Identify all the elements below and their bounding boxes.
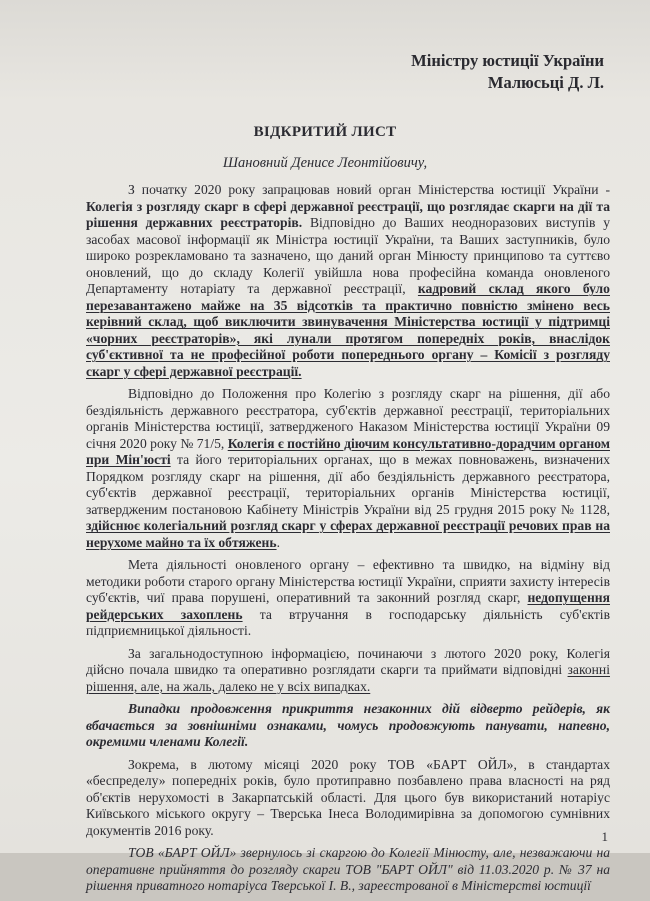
addressee-name: Малюсьці Д. Л.	[487, 73, 604, 92]
paragraph-7: ТОВ «БАРТ ОЙЛ» звернулось зі скаргою до Колегії Мінюсту, але, незважаючи на оперативне прийняття до розгляду скарги ТОВ "БАРТ ОЙЛ" від 11.03.2020 р. № 37 на рішення приватного нотаріуса Тверської І. В., зареєстрованої в Міністерстві юстиції	[86, 845, 610, 893]
paragraph-1	[86, 182, 610, 380]
letter-body	[86, 182, 610, 901]
paragraph-2	[86, 386, 610, 551]
paragraph-1-text-c: Відповідно до Ваших неодноразових виступів у засобах масової інформації як Міністра юстиції України, та Ваших заступників, було широко розрекламовано та зазначено, що даний орган Мінюсту принципово та суттєво оновлений, що до складу Колегії увійшла нова професійна команда оновленого Департаменту нотаріату та державної реєстрації,	[86, 215, 611, 296]
addressee-position: Міністру юстиції України	[411, 51, 604, 70]
paragraph-4-text-a: За загальнодоступною інформацією, починаючи з лютого 2020 року, Колегія дійсно почала швидко та оперативно розглядати скарги та приймати відповідні	[86, 645, 610, 677]
paragraph-2-text-a: Відповідно до Положення про Колегію з розгляду скарг на рішення, дії або бездіяльність державного реєстратора, суб'єктів державної реєстрації, територіальних органів Міністерства юстиції, затвердженого Наказом Міністерства юстиції України 09 січня 2020 року № 71/5,	[86, 386, 610, 451]
paragraph-1-text-a: З початку 2020 року запрацював новий орган Міністерства юстиції України -	[128, 182, 610, 197]
salutation: Шановний Денисе Леонтійовичу,	[222, 155, 428, 171]
paragraph-3-text-a: Мета діяльності оновленого органу – ефективно та швидко, на відміну від методики роботи старого органу Міністерства юстиції України, сприяти захисту інтересів суб'єктів, чиї права порушені, оперативний та законний розгляд скарг,	[86, 557, 610, 605]
letter-title: ВІДКРИТИЙ ЛИСТ	[253, 124, 397, 140]
paragraph-4-underlined-decisions: законні рішення, але, на жаль, далеко не у всіх випадках.	[86, 662, 610, 694]
paragraph-2-text-e: .	[276, 534, 280, 550]
paragraph-1-bold-underlined-staff: кадровий склад якого було перезавантажено майже на 35 відсотків та практично повністю змінено весь керівний склад, щоб виключити звинувачення Міністерства юстиції у підтримці «чорних реєстраторів», які лунали протягом попередніх років, внаслідок суб'єктивної та не професійної роботи попереднього органу – Комісії з розгляду скарг у сфері державної реєстрації.	[86, 281, 610, 379]
paragraph-3-text-c: та втручання в господарську діяльність суб'єктів підприємницької діяльності.	[86, 606, 611, 638]
paragraph-3	[86, 557, 610, 640]
paragraph-6: Зокрема, в лютому місяці 2020 року ТОВ «БАРТ ОЙЛ», в стандартах «беспределу» попередніх років, було протиправно позбавлено права власності на ряд об'єктів нерухомості в Закарпатській області. Для цього був використаний нотаріус Київського міського округу – Тверська Інеса Володимирівна за допомогою сумнівних документів 2016 року.	[86, 756, 610, 838]
paragraph-3-bold-underlined-raider: недопущення рейдерських захоплень	[86, 590, 610, 622]
paragraph-4	[86, 646, 610, 696]
paragraph-5: Випадки продовження прикриття незаконних дій відверто рейдерів, як вбачається за зовнішніми ознаками, чомусь продовжують панувати, напевно, окремими членами Колегії.	[86, 701, 610, 749]
addressee-block	[411, 50, 604, 94]
paragraph-2-text-c: та його територіальних органах, що в межах повноважень, визначених Порядком розгляду скарг на рішення, дії або бездіяльність державного реєстратора, суб'єктів державної реєстрації, територіальних органів Міністерства юстиції, затвердженим постановою Кабінету Міністрів України від 25 грудня 2015 року № 1128,	[86, 452, 610, 517]
paragraph-2-bold-underlined-review: здійснює колегіальний розгляд скарг у сферах державної реєстрації речових прав на нерухоме майно та їх обтяжень	[86, 518, 610, 550]
paragraph-1-bold-collegium: Колегія з розгляду скарг в сфері державної реєстрації, що розглядає скарги на дії та рішення державних реєстраторів.	[86, 198, 610, 230]
paragraph-2-bold-underlined-advisory: Колегія є постійно діючим консультативно-дорадчим органом при Мін'юсті	[86, 435, 610, 467]
page-number: 1	[601, 829, 608, 844]
